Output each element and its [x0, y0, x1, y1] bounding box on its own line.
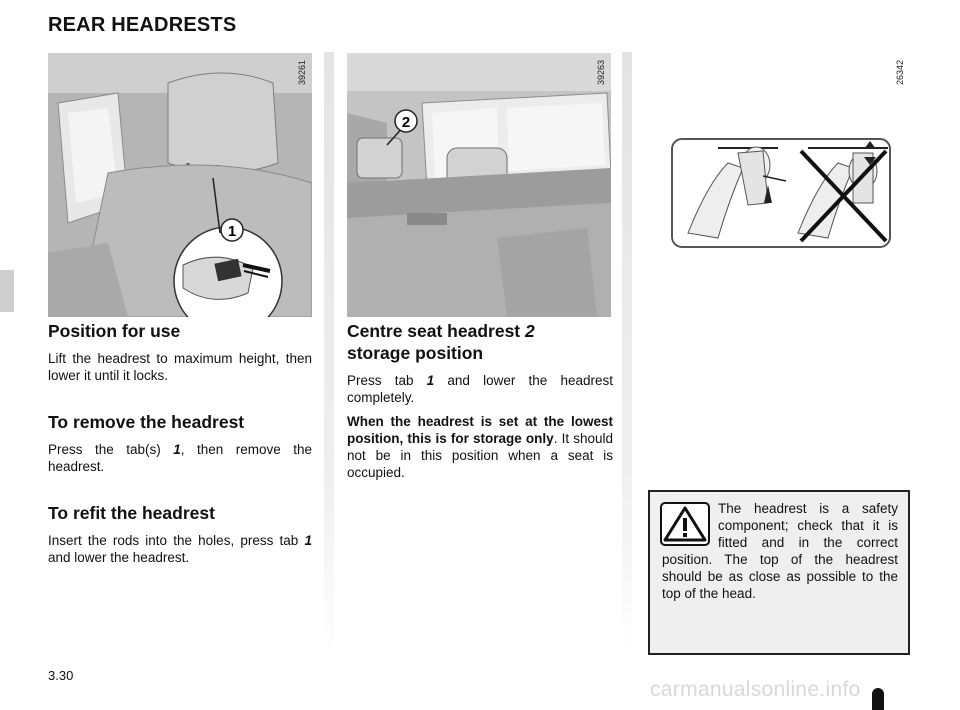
headrest-height-diagram [648, 53, 912, 263]
callout-2: 2 [401, 114, 411, 131]
section-text-storage-1: Press tab 1 and lower the headrest completely. [347, 373, 614, 405]
storage-position-photo [347, 53, 611, 317]
photo-illustration [48, 53, 312, 317]
column-2 [347, 320, 613, 488]
column-divider [324, 52, 334, 652]
section-text-refit: Insert the rods into the holes, press tab 1 and lower the headrest. [48, 533, 312, 565]
image-ref-1: 39261 [297, 60, 307, 86]
section-heading-storage: Centre seat headrest 2 storage position [347, 321, 535, 363]
section-heading-refit: To refit the headrest [48, 503, 215, 523]
column-divider [622, 52, 632, 652]
callout-1: 1 [227, 223, 237, 240]
page-number: 3.30 [48, 668, 74, 683]
image-ref-3: 26342 [895, 60, 905, 86]
headrest-tab-photo [48, 53, 312, 317]
image-ref-2: 39263 [596, 60, 606, 86]
section-text-storage-2: When the headrest is set at the lowest position, this is for storage only. It should not be in this position when a seat is occupied. [347, 414, 613, 480]
section-heading-remove: To remove the headrest [48, 412, 245, 432]
warning-triangle-icon [660, 502, 710, 546]
diagram-illustration [648, 53, 912, 263]
chapter-tab [0, 270, 14, 312]
warning-text: The headrest is a safety component; check that it is fitted and in the correct position. The top of the headrest should be as close as possible to the top of the head. [662, 501, 898, 601]
warning-box [648, 490, 910, 655]
section-heading-position: Position for use [48, 321, 181, 341]
section-text-position: Lift the headrest to maximum height, then lower it until it locks. [48, 351, 312, 383]
photo-illustration [347, 53, 611, 317]
corner-mark [872, 688, 884, 710]
watermark: carmanualsonline.info [650, 678, 861, 701]
section-text-remove: Press the tab(s) 1, then remove the headrest. [48, 442, 312, 474]
page-title: REAR HEADRESTS [48, 14, 237, 36]
column-1 [48, 320, 312, 573]
